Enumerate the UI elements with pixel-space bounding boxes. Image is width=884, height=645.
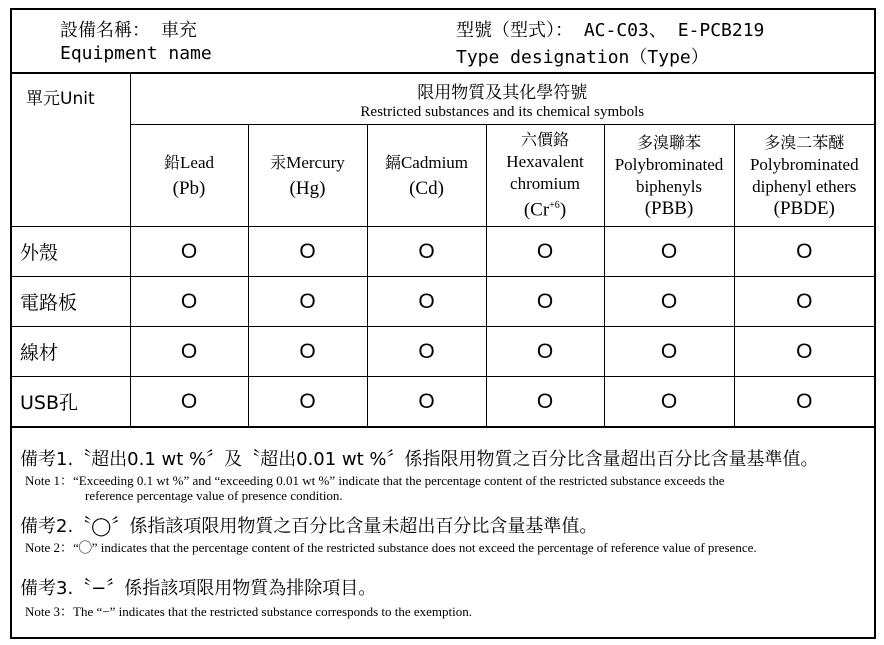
table-row bbox=[12, 277, 874, 327]
table-cell: O bbox=[734, 327, 874, 377]
table-cell: O bbox=[367, 227, 486, 277]
table-cell: O bbox=[734, 227, 874, 277]
note1-zh: 備考1.〝超出0.1 wt %〞及〝超出0.01 wt %〞係指限用物質之百分比含量超出百分比含量基準值。 bbox=[20, 449, 819, 470]
table-cell: O bbox=[248, 277, 367, 327]
table-cell: O bbox=[367, 377, 486, 428]
table-cell: O bbox=[130, 227, 248, 277]
table-cell: O bbox=[734, 277, 874, 327]
table-cell: O bbox=[486, 377, 604, 428]
header bbox=[12, 10, 874, 74]
substance-header-mercury: 汞Mercury (Hg) bbox=[248, 125, 367, 227]
note2-en: Note 2：“◯” indicates that the percentage content of the restricted substance does not exceed the percentage of reference value of presence. bbox=[25, 540, 757, 555]
part-name: 外殼 bbox=[12, 227, 130, 277]
equipment-name-zh: 設備名稱： 車充 bbox=[60, 20, 197, 41]
restricted-substances-table bbox=[12, 72, 874, 428]
table-cell: O bbox=[604, 277, 734, 327]
note3-en: Note 3：The “−” indicates that the restricted substance corresponds to the exemption. bbox=[25, 604, 473, 619]
type-designation-en: Type designation（Type） bbox=[456, 47, 709, 68]
table-row bbox=[12, 377, 874, 428]
group-header-zh: 限用物質及其化學符號 bbox=[417, 82, 588, 103]
part-name: 線材 bbox=[12, 327, 130, 377]
table-cell: O bbox=[130, 377, 248, 428]
substance-header-pbde: 多溴二苯醚 Polybrominated diphenyl ethers (PBDE) bbox=[734, 125, 874, 227]
unit-column-header: 單元Unit bbox=[12, 72, 130, 227]
table-cell: O bbox=[486, 327, 604, 377]
table-cell: O bbox=[486, 277, 604, 327]
substance-header-hexavalent-chromium: 六價鉻 Hexavalent chromium $(Cr^{+6})$ bbox=[486, 125, 604, 227]
table-cell: O bbox=[604, 327, 734, 377]
substance-header-lead: 鉛Lead (Pb) bbox=[130, 125, 248, 227]
table-row bbox=[12, 327, 874, 377]
table-cell: O bbox=[367, 277, 486, 327]
type-designation-zh: 型號（型式）： AC-C03、 E-PCB219 bbox=[456, 20, 765, 41]
substance-header-cadmium: 鎘Cadmium (Cd) bbox=[367, 125, 486, 227]
table-cell: O bbox=[130, 277, 248, 327]
note2-zh: 備考2.〝◯〞係指該項限用物質之百分比含量未超出百分比含量基準值。 bbox=[20, 516, 598, 537]
table-cell: O bbox=[604, 227, 734, 277]
table-row bbox=[12, 227, 874, 277]
table-cell: O bbox=[248, 227, 367, 277]
table-cell: O bbox=[248, 377, 367, 428]
part-name: USB孔 bbox=[12, 377, 130, 428]
rohs-declaration-sheet bbox=[10, 8, 876, 639]
substances-group-header bbox=[130, 72, 874, 125]
table-cell: O bbox=[486, 227, 604, 277]
table-cell: O bbox=[604, 377, 734, 428]
note3-zh: 備考3.〝−〞係指該項限用物質為排除項目。 bbox=[20, 578, 377, 599]
part-name: 電路板 bbox=[12, 277, 130, 327]
group-header-en: Restricted substances and its chemical symbols bbox=[360, 103, 645, 120]
note1-en-continued: reference percentage value of presence condition. bbox=[85, 488, 343, 503]
table-cell: O bbox=[734, 377, 874, 428]
substance-header-pbb: 多溴聯苯 Polybrominated biphenyls (PBB) bbox=[604, 125, 734, 227]
note1-en: Note 1：“Exceeding 0.1 wt %” and “exceeding 0.01 wt %” indicate that the percentage content of the restricted substance exceeds the bbox=[25, 473, 725, 488]
table-cell: O bbox=[130, 327, 248, 377]
table-cell: O bbox=[367, 327, 486, 377]
table-cell: O bbox=[248, 327, 367, 377]
equipment-name-en: Equipment name bbox=[60, 43, 212, 64]
